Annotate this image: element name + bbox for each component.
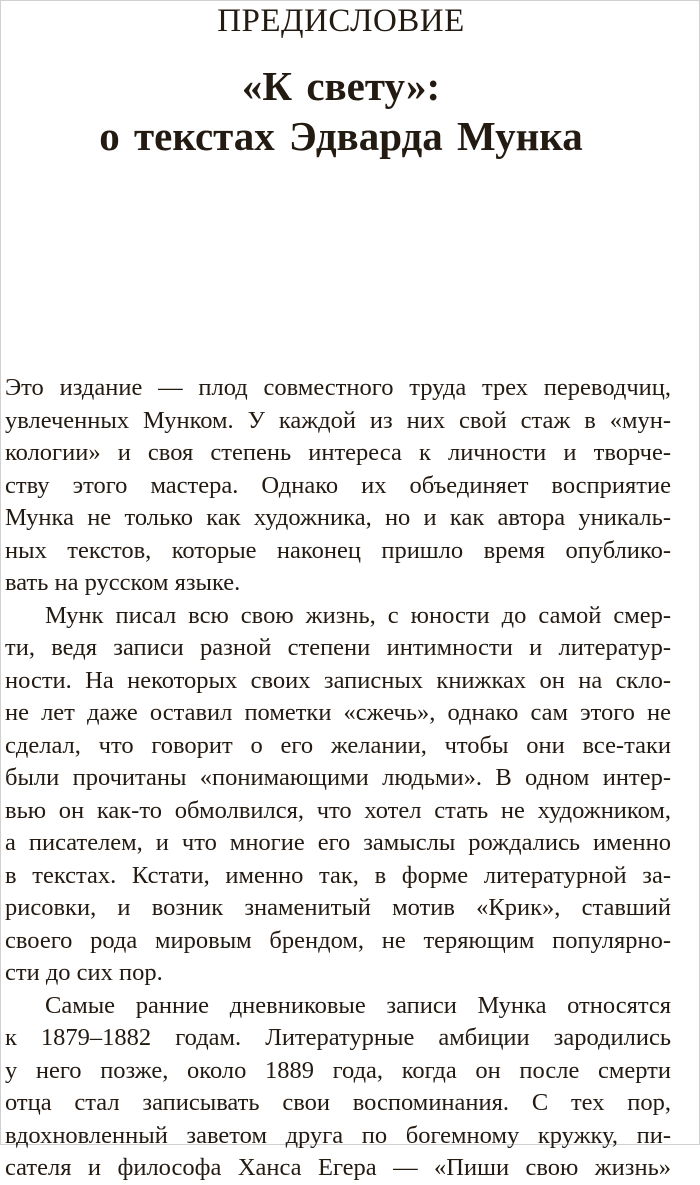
text-line: а писателем, и что многие его замыслы рождались именно xyxy=(5,829,671,856)
text-line: вать на русском языке. xyxy=(5,569,241,596)
text-line: вдохновленный заветом друга по богемному кружку, пи- xyxy=(5,1121,671,1149)
text-line: Мунк писал всю свою жизнь, с юности до самой смер- xyxy=(45,601,671,629)
paragraph-3 xyxy=(5,990,671,1185)
text-line: рисовки, и возник знаменитый мотив «Крик», ставший xyxy=(5,894,671,921)
text-line: не лет даже оставил пометки «сжечь», однако сам этого не xyxy=(5,699,671,726)
chapter-title-line-1: «К свету»: xyxy=(241,63,441,109)
text-line: своего рода мировым брендом, не теряющим популярно- xyxy=(5,926,671,954)
text-line: в текстах. Кстати, именно так, в форме литературной за- xyxy=(5,861,671,889)
text-line: сделал, что говорит о его желании, чтобы они все-таки xyxy=(5,731,671,759)
text-line: ности. На некоторых своих записных книжках он на скло- xyxy=(5,666,671,694)
text-line: кологии» и своя степень интереса к личности и творче- xyxy=(5,439,671,466)
text-line: к 1879–1882 годам. Литературные амбиции зародились xyxy=(5,1024,671,1051)
text-line: увлеченных Мунком. У каждой из них свой стаж в «мун- xyxy=(5,406,671,434)
chapter-title-line-2: о текстах Эдварда Мунка xyxy=(99,113,583,159)
text-line: Мунка не только как художника, но и как автора уникаль- xyxy=(5,504,671,531)
text-line: отца стал записывать свои воспоминания. С тех пор, xyxy=(5,1089,671,1116)
text-line: Это издание — плод совместного труда трех переводчиц, xyxy=(5,374,671,401)
paragraph-1 xyxy=(5,372,671,600)
text-line: у него позже, около 1889 года, когда он после смерти xyxy=(5,1056,671,1084)
paragraph-2 xyxy=(5,600,671,990)
text-line: ных текстов, которые наконец пришло время опублико- xyxy=(5,536,671,564)
text-line: Самые ранние дневниковые записи Мунка относятся xyxy=(45,991,671,1019)
text-line: ти, ведя записи разной степени интимности и литератур- xyxy=(5,634,671,661)
section-label: ПРЕДИСЛОВИЕ xyxy=(217,3,465,39)
text-line: вью он как-то обмолвился, что хотел стать не художником, xyxy=(5,796,671,824)
text-line: были прочитаны «понимающими людьми». В одном интер- xyxy=(5,764,671,791)
text-line: ству этого мастера. Однако их объединяет восприятие xyxy=(5,471,671,499)
text-line: сателя и философа Ханса Егера — «Пиши свою жизнь» xyxy=(5,1154,671,1181)
body-text xyxy=(5,372,671,1185)
chapter-title xyxy=(1,61,681,161)
text-line: сти до сих пор. xyxy=(5,959,163,986)
